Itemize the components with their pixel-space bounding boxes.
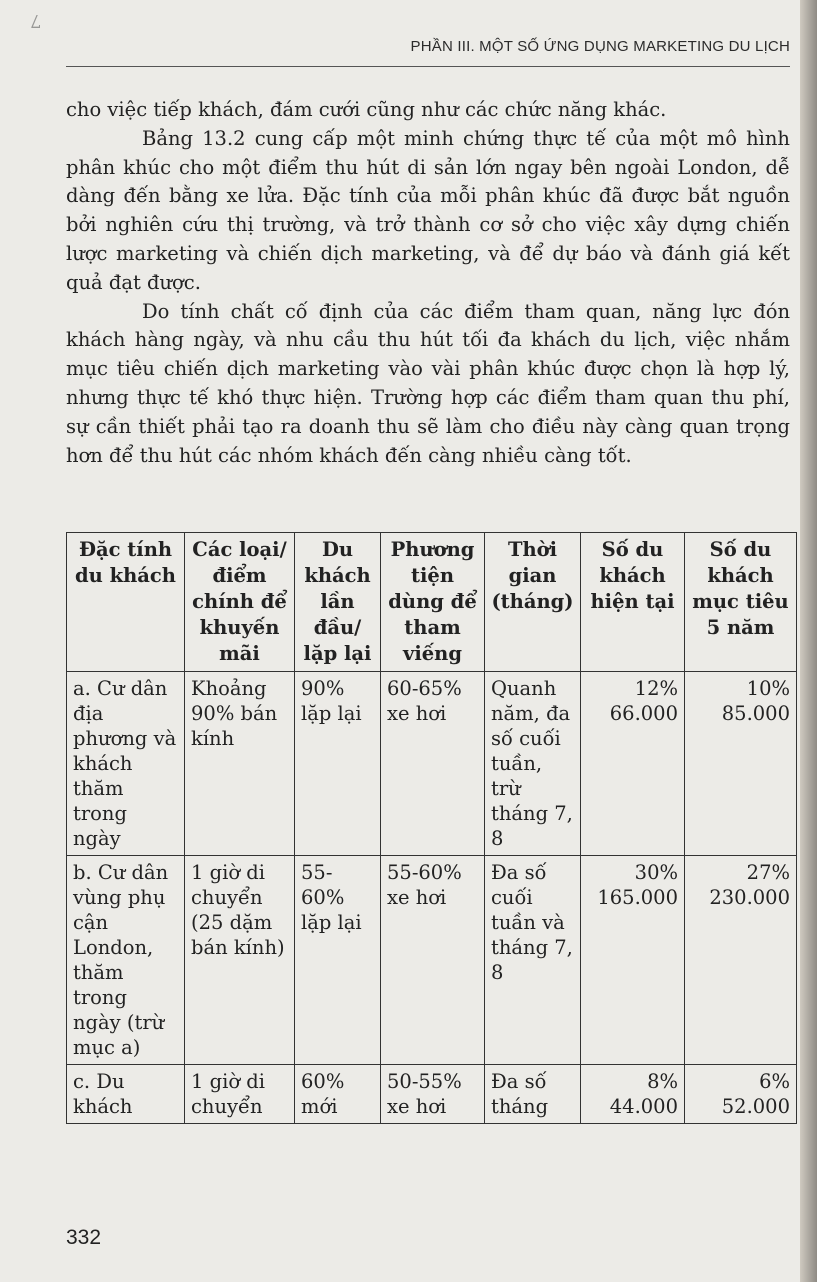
paragraph-2: Bảng 13.2 cung cấp một minh chứng thực tế của một mô hình phân khúc cho một điểm thu hút di sản lớn ngay bên ngoài London, dễ dàng đến bằng xe lửa. Đặc tính của mỗi phân khúc đã được bắt nguồn bởi nghiên cứu thị trường, và trở thành cơ sở cho việc xây dựng chiến lược marketing và chiến dịch marketing, và để dự báo và đánh giá kết quả đạt được. [66, 126, 790, 294]
table-cell: 50-55% xe hơi [381, 1065, 485, 1124]
table-cell: b. Cư dân vùng phụ cận London, thăm trong ngày (trừ mục a) [67, 856, 185, 1065]
table-cell: 90% lặp lại [295, 672, 381, 856]
table-cell: 8% 44.000 [581, 1065, 685, 1124]
table-cell: 12% 66.000 [581, 672, 685, 856]
table-header-row [67, 533, 797, 672]
table-cell: 10% 85.000 [685, 672, 797, 856]
col-header: Thời gian (tháng) [485, 533, 581, 672]
table-cell: 6% 52.000 [685, 1065, 797, 1124]
page-edge-shadow [800, 0, 817, 1282]
table-cell: c. Du khách [67, 1065, 185, 1124]
col-header: Các loại/ điểm chính để khuyến mãi [185, 533, 295, 672]
table-cell: a. Cư dân địa phương và khách thăm trong ngày [67, 672, 185, 856]
table-cell: 30% 165.000 [581, 856, 685, 1065]
table-cell: 27% 230.000 [685, 856, 797, 1065]
table-cell: Đa số cuối tuần và tháng 7, 8 [485, 856, 581, 1065]
header-rule [66, 66, 790, 67]
table-cell: 55-60% lặp lại [295, 856, 381, 1065]
paragraph-3: Do tính chất cố định của các điểm tham quan, năng lực đón khách hàng ngày, và nhu cầu thu hút tối đa khách du lịch, việc nhắm mục tiêu chiến dịch marketing vào vài phân khúc được chọn là hợp lý, nhưng thực tế khó thực hiện. Trường hợp các điểm tham quan thu phí, sự cần thiết phải tạo ra doanh thu sẽ làm cho điều này càng quan trọng hơn để thu hút các nhóm khách đến càng nhiều càng tốt. [66, 299, 790, 467]
table-cell: 60-65% xe hơi [381, 672, 485, 856]
segmentation-table [66, 532, 797, 1124]
page-number: 332 [66, 1226, 102, 1249]
bleed-through-text: 7 [30, 10, 42, 31]
table-row [67, 1065, 797, 1124]
table-row [67, 856, 797, 1065]
paragraph-1: cho việc tiếp khách, đám cưới cũng như các chức năng khác. [66, 98, 667, 121]
table-cell: Quanh năm, đa số cuối tuần, trừ tháng 7, 8 [485, 672, 581, 856]
col-header: Du khách lần đầu/ lặp lại [295, 533, 381, 672]
col-header: Đặc tính du khách [67, 533, 185, 672]
table-cell: 60% mới [295, 1065, 381, 1124]
col-header: Số du khách mục tiêu 5 năm [685, 533, 797, 672]
body-text [66, 96, 790, 470]
table-cell: Đa số tháng [485, 1065, 581, 1124]
table-cell: 55-60% xe hơi [381, 856, 485, 1065]
table-cell: 1 giờ di chuyển (25 dặm bán kính) [185, 856, 295, 1065]
table-cell: Khoảng 90% bán kính [185, 672, 295, 856]
col-header: Phương tiện dùng để tham viếng [381, 533, 485, 672]
col-header: Số du khách hiện tại [581, 533, 685, 672]
running-header: PHẦN III. MỘT SỐ ỨNG DỤNG MARKETING DU LỊCH [410, 38, 790, 55]
table-row [67, 672, 797, 856]
table-cell: 1 giờ di chuyển [185, 1065, 295, 1124]
